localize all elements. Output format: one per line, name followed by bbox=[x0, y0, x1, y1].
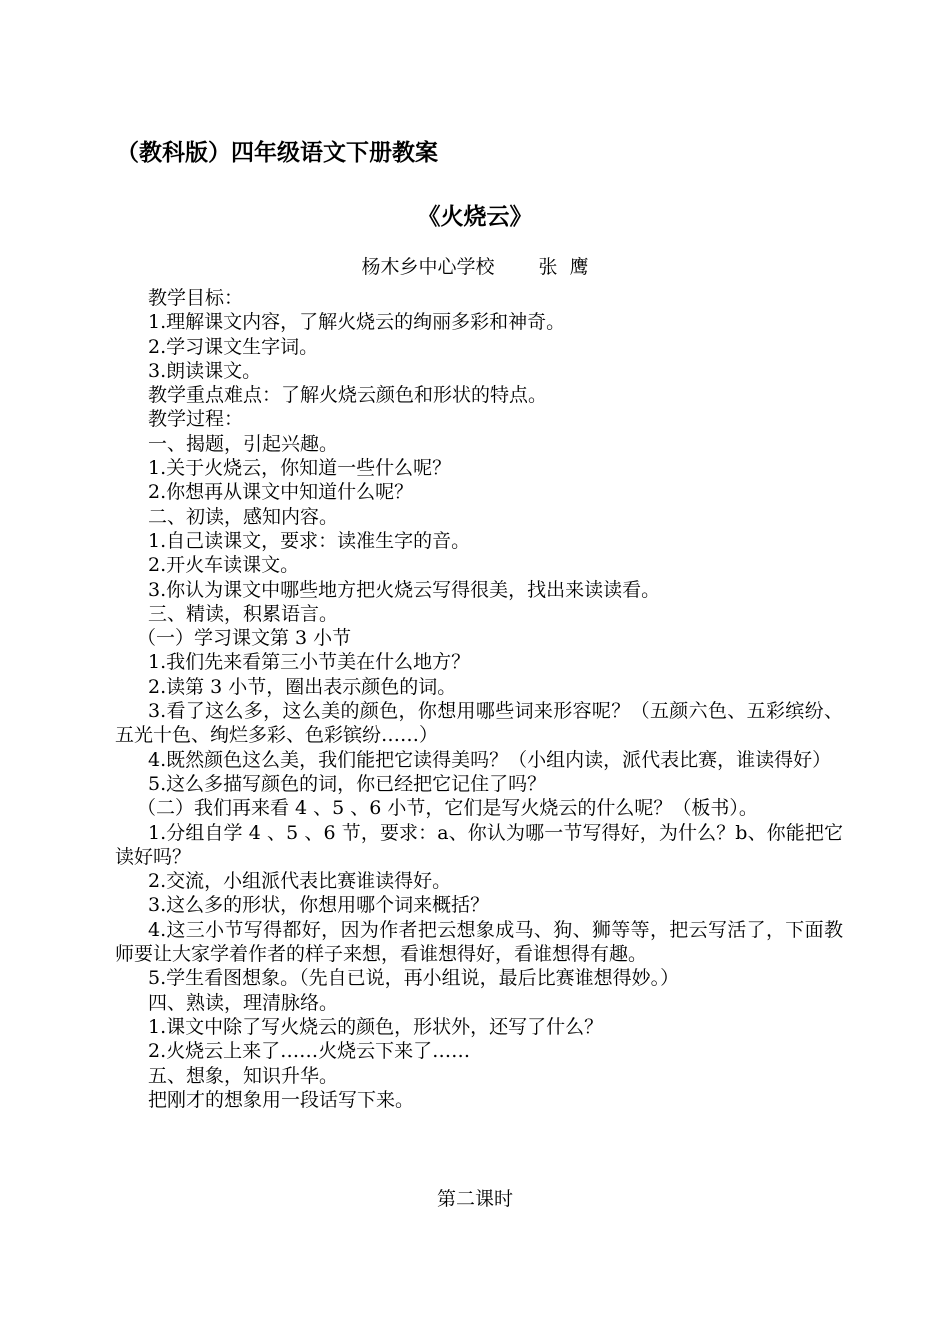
list-item: 2.开火车读课文。 bbox=[148, 554, 300, 577]
list-item: 5.学生看图想象。（先自已说，再小组说，最后比赛谁想得妙。） bbox=[148, 967, 680, 990]
lesson-title: 《火烧云》 bbox=[417, 204, 533, 230]
second-lesson-heading: 第二课时 bbox=[436, 1188, 513, 1210]
list-item: 3.看了这么多，这么美的颜色，你想用哪些词来形容呢？（五颜六色、五彩缤纷、五光十色、绚烂多彩、色彩镔纷……） bbox=[115, 700, 843, 747]
list-item: 1.自己读课文，要求：读准生字的音。 bbox=[148, 529, 471, 552]
list-item: 5.这么多描写颜色的词，你已经把它记住了吗？ bbox=[148, 772, 547, 795]
list-item: 1.理解课文内容，了解火烧云的绚丽多彩和神奇。 bbox=[148, 311, 566, 334]
list-item: 1.课文中除了写火烧云的颜色，形状外，还写了什么？ bbox=[148, 1015, 604, 1038]
list-item: 2.学习课文生字词。 bbox=[148, 335, 319, 358]
list-item: 4.这三小节写得都好，因为作者把云想象成马、狗、狮等等，把云写活了，下面教师要让大家学着作者的样子来想，看谁想得好，看谁想得有趣。 bbox=[115, 918, 843, 966]
list-item: 2.读第 3 小节，圈出表示颜色的词。 bbox=[148, 675, 457, 698]
section-heading: 教学重点难点：了解火烧云颜色和形状的特点。 bbox=[148, 384, 548, 407]
list-item: 2.你想再从课文中知道什么呢？ bbox=[148, 481, 414, 504]
step-heading: 五、想象，知识升华。 bbox=[148, 1064, 339, 1087]
sub-heading: （二）我们再来看 4 、5 、6 小节，它们是写火烧云的什么呢？（板书）。 bbox=[137, 797, 758, 820]
section-heading: 教学目标： bbox=[148, 287, 244, 309]
list-item: 1.分组自学 4 、5 、6 节，要求：a、你认为哪一节写得好，为什么？b、你能把它读好吗？ bbox=[115, 821, 843, 868]
list-item: 1.关于火烧云，你知道一些什么呢？ bbox=[148, 457, 452, 480]
list-item: 把刚才的想象用一段话写下来。 bbox=[148, 1088, 415, 1111]
section-heading: 教学过程： bbox=[148, 408, 244, 431]
list-item: 1.我们先来看第三小节美在什么地方？ bbox=[148, 651, 471, 674]
school-name: 杨木乡中心学校 bbox=[361, 256, 495, 278]
teacher-name: 张 鹰 bbox=[538, 256, 589, 278]
document-title: （教科版）四年级语文下册教案 bbox=[116, 140, 438, 166]
list-item: 3.这么多的形状，你想用哪个词来概括？ bbox=[148, 894, 490, 917]
list-item: 2.交流，小组派代表比赛谁读得好。 bbox=[148, 870, 452, 893]
step-heading: 一、揭题，引起兴趣。 bbox=[148, 432, 339, 455]
step-heading: 三、精读，积累语言。 bbox=[148, 602, 339, 625]
step-heading: 四、熟读，理清脉络。 bbox=[148, 991, 339, 1014]
sub-heading: （一）学习课文第 3 小节 bbox=[137, 627, 352, 650]
author-line bbox=[0, 252, 950, 279]
lesson-body bbox=[115, 286, 843, 1112]
list-item: 2.火烧云上来了……火烧云下来了…… bbox=[148, 1040, 471, 1063]
list-item: 3.你认为课文中哪些地方把火烧云写得很美，找出来读读看。 bbox=[148, 578, 661, 601]
list-item: 3.朗读课文。 bbox=[148, 359, 262, 382]
list-item: 4.既然颜色这么美，我们能把它读得美吗？（小组内读，派代表比赛，谁读得好） bbox=[148, 748, 832, 771]
step-heading: 二、初读，感知内容。 bbox=[148, 505, 339, 528]
